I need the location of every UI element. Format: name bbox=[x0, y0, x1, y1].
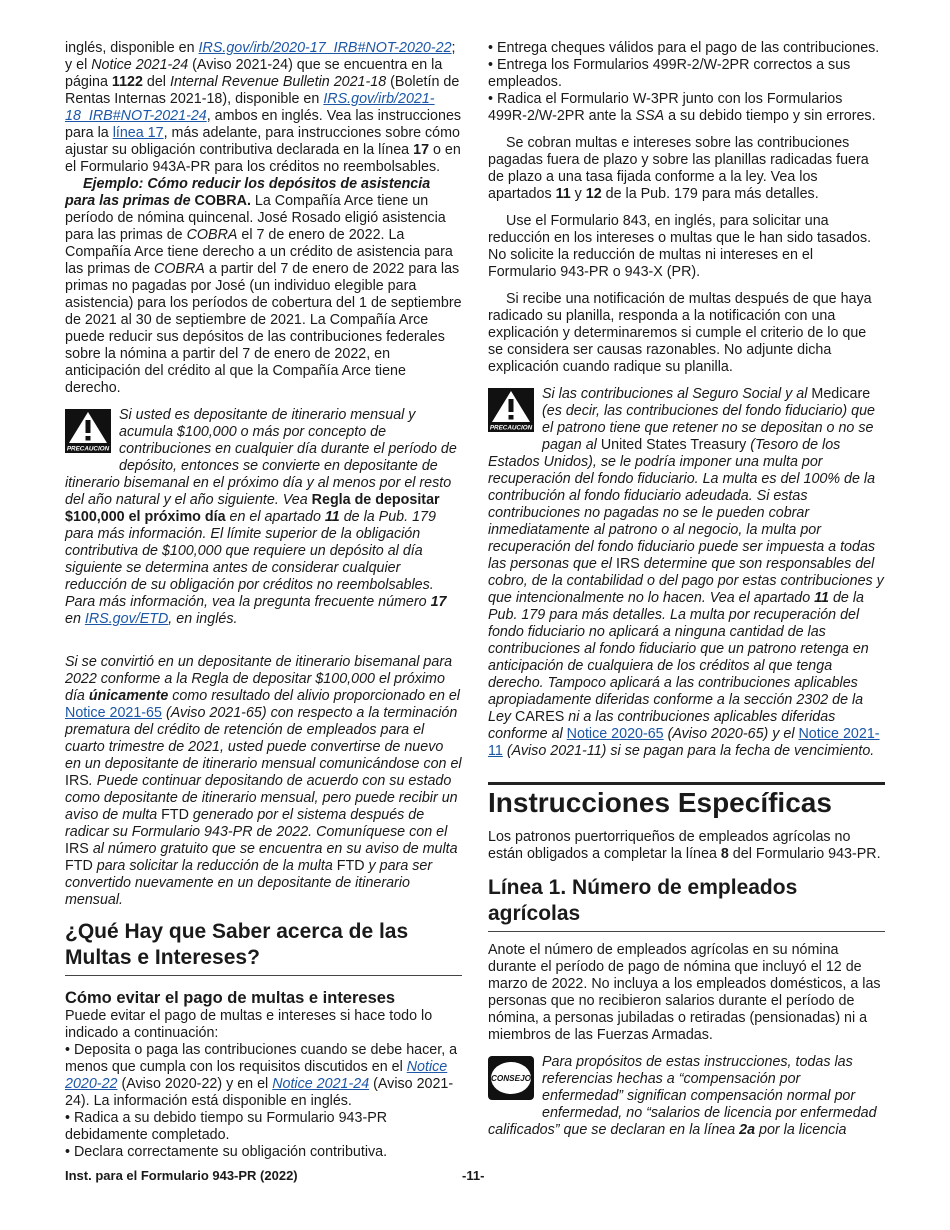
caution-note: PRECAUCION Si las contribuciones al Seguro Social y al Medicare (es decir, las contribuciones del fondo fiduciario) que el patrono tiene que retener no se depositan o no se pagan al United States Treasury (Tesoro de los Estados Unidos), se le podría imponer una multa por recuperación del fondo fiduciario. La multa es del 100% de la contribución al fondo fiduciario adeudada. Si estas contribuciones no pagadas no se le pueden cobrar inmediatamente al patrono o al negocio, la multa por recuperación del fondo fiduciario puede ser impuesta a todas las personas que el IRS determine que son responsables del cobro, de la contabilidad o del pago por estas contribuciones y que intencionalmente no lo hacen. Vea el apartado 11 de la Pub. 179 para más detalles. La multa por recuperación del fondo fiduciario no aplicará a ninguna cantidad de las contribuciones al fondo fiduciario que un patrono retenga en anticipación de cualquiera de los créditos al que tenga derecho. Tampoco aplicará a las contribuciones aplicables apropiadamente diferidas conforme a la sección 2302 de la Ley CARES ni a las contribuciones aplicables diferidas conforme al Notice 2020-65 (Aviso 2020-65) y el Notice 2021-11 (Aviso 2021-11) si se pagan para la fecha de vencimiento. bbox=[488, 386, 884, 759]
notice-2020-22-link[interactable]: Notice 2020-22 bbox=[65, 1059, 448, 1092]
footer-form-title: Inst. para el Formulario 943-PR (2022) bbox=[65, 1168, 298, 1183]
paragraph: Use el Formulario 843, en inglés, para solicitar una reducción en los intereses o multas que le han sido tasados. No solicite la reducción de multas ni intereses en el Formulario 943-PR o 943-X (PR). bbox=[488, 213, 872, 280]
caution-note: PRECAUCION Si usted es depositante de itinerario mensual y acumula $100,000 o más por concepto de contribuciones en cualquier día durante el período de depósito, entonces se convierte en depositante de itinerario bisemanal en el próximo día y al menos por el resto del año natural y el año siguiente. Vea Regla de depositar $100,000 el próximo día en el apartado 11 de la Pub. 179 para más información. El límite superior de la obligación contributiva de $100,000 que requiere un depósito al día siguiente se determina antes de considerar cualquier reducción de su obligación por créditos no reembolsables. Para más información, vea la pregunta frecuente número 17 en IRS.gov/ETD, en inglés. bbox=[65, 407, 457, 627]
notice-2021-24-link[interactable]: Notice 2021-24 bbox=[272, 1076, 370, 1092]
notice-2020-65-link[interactable]: Notice 2020-65 bbox=[566, 726, 664, 742]
example-paragraph: Ejemplo: Cómo reducir los depósitos de asistencia para las primas de COBRA. La Compañía Arce tiene un período de nómina quincenal. José Rosado eligió asistencia para las primas de COBRA el 7 de enero de 2022. La Compañía Arce tiene derecho a un crédito de asistencia para las primas de COBRA a partir del 7 de enero de 2022 para las primas no pagadas por José (un individuo elegible para asistencia) para los períodos de cobertura del 1 de septiembre de 2021 al 30 de septiembre de 2021. La Compañía Arce puede reducir sus depósitos de las contribuciones federales sobre la nómina a partir del 7 de enero de 2022, en anticipación del crédito al que la Compañía Arce tiene derecho. bbox=[65, 176, 462, 396]
main-heading: Instrucciones Específicas bbox=[488, 782, 885, 819]
notice-2021-11-link[interactable]: Notice 2021-11 bbox=[488, 726, 880, 759]
paragraph: Se cobran multas e intereses sobre las contribuciones pagadas fuera de plazo y sobre las planillas radicadas fuera de plazo a una tasa fijada conforme a la ley. Vea los apartados 11 y 12 de la Pub. 179 para más detalles. bbox=[488, 135, 869, 202]
tip-icon bbox=[488, 1056, 534, 1105]
list-item: • Declara correctamente su obligación contributiva. bbox=[65, 1144, 462, 1161]
paragraph: inglés, disponible en IRS.gov/irb/2020-17_IRB#NOT-2020-22; y el Notice 2021-24 (Aviso 2021-24) que se encuentra en la página 1122 del Internal Revenue Bulletin 2021-18 (Boletín de Rentas Internas 2021-18), disponible en IRS.gov/irb/2021-18_IRB#NOT-2021-24, ambos en inglés. Vea las instrucciones para la línea 17, más adelante, para instrucciones sobre cómo ajustar su obligación contributiva declarada en la línea 17 o en el Formulario 943A-PR para los créditos no reembolsables. bbox=[65, 40, 462, 175]
caution-icon bbox=[65, 409, 111, 458]
irb-2020-17-link[interactable]: IRS.gov/irb/2020-17_IRB#NOT-2020-22 bbox=[198, 40, 452, 56]
subheading: Cómo evitar el pago de multas e intereses bbox=[65, 989, 396, 1007]
tip-note: CONSEJO Para propósitos de estas instrucciones, todas las referencias hechas a “compensación por enfermedad” significan compensación normal por enfermedad, no “salarios de licencia por enfermedad calificados” que se declaran en la línea 2a por la licencia bbox=[488, 1054, 877, 1138]
svg-text:CONSEJO: CONSEJO bbox=[490, 1074, 532, 1083]
line-17-link[interactable]: línea 17 bbox=[112, 125, 164, 141]
list-item: • Entrega los Formularios 499R-2/W-2PR correctos a sus empleados. bbox=[488, 57, 885, 91]
paragraph: Anote el número de empleados agrícolas en su nómina durante el período de pago de nómina que incluyó el 12 de marzo de 2022. No incluya a los empleados domésticos, a las personas que no recibieron salarios durante el período de nómina, a personas jubiladas o retiradas (pensionadas) ni a miembros de las Fuerzas Armadas. bbox=[488, 942, 881, 1043]
svg-text:PRECAUCION: PRECAUCION bbox=[66, 445, 110, 453]
paragraph: Si se convirtió en un depositante de itinerario bisemanal para 2022 conforme a la Regla de depositar $100,000 el próximo día únicamente como resultado del alivio proporcionado en el Notice 2021-65 (Aviso 2021-65) con respecto a la terminación prematura del crédito de retención de empleados para el cuarto trimestre de 2021, usted puede convertirse de nuevo en un depositante de itinerario mensual comunicándose con el IRS. Puede continuar depositando de acuerdo con su estado como depositante de itinerario mensual, pero puede recibir un aviso de multa FTD generado por el sistema después de radicar su Formulario 943-PR de 2022. Comuníquese con el IRS al número gratuito que se encuentra en su aviso de multa FTD para solicitar la reducción de la multa FTD y para ser convertido nuevamente en un depositante de itinerario mensual. bbox=[65, 654, 462, 908]
notice-2021-65-link[interactable]: Notice 2021-65 bbox=[65, 705, 162, 721]
list-item: • Entrega cheques válidos para el pago de las contribuciones. bbox=[488, 40, 885, 57]
paragraph: Si recibe una notificación de multas después de que haya radicado su planilla, responda a la notificación con una explicación y determinaremos si cumple el criterio de lo que se considera ser causas razonables. No adjunte dicha explicación cuando radique su planilla. bbox=[488, 291, 872, 375]
section-heading: Línea 1. Número de empleados agrícolas bbox=[488, 875, 885, 932]
irs-etd-link[interactable]: IRS.gov/ETD bbox=[84, 611, 169, 627]
section-heading: ¿Qué Hay que Saber acerca de las Multas e Intereses? bbox=[65, 919, 462, 976]
paragraph: Los patronos puertorriqueños de empleados agrícolas no están obligados a completar la línea 8 del Formulario 943-PR. bbox=[488, 829, 881, 862]
irb-2021-18-link[interactable]: IRS.gov/irb/2021-18_IRB#NOT-2021-24 bbox=[65, 91, 435, 124]
page-number: -11- bbox=[462, 1168, 485, 1183]
right-column bbox=[488, 40, 885, 1139]
caution-icon bbox=[488, 388, 534, 437]
svg-text:PRECAUCION: PRECAUCION bbox=[489, 424, 533, 432]
list-item: • Radica el Formulario W-3PR junto con los Formularios 499R-2/W-2PR ante la SSA a su debido tiempo y sin errores. bbox=[488, 91, 885, 125]
list-item: • Deposita o paga las contribuciones cuando se debe hacer, a menos que cumpla con los requisitos discutidos en el Notice 2020-22 (Aviso 2020-22) y en el Notice 2021-24 (Aviso 2021-24). La información está disponible en inglés. bbox=[65, 1042, 462, 1110]
list-item: • Radica a su debido tiempo su Formulario 943-PR debidamente completado. bbox=[65, 1110, 462, 1144]
left-column bbox=[65, 40, 462, 1161]
paragraph: Puede evitar el pago de multas e intereses si hace todo lo indicado a continuación: bbox=[65, 1008, 433, 1041]
